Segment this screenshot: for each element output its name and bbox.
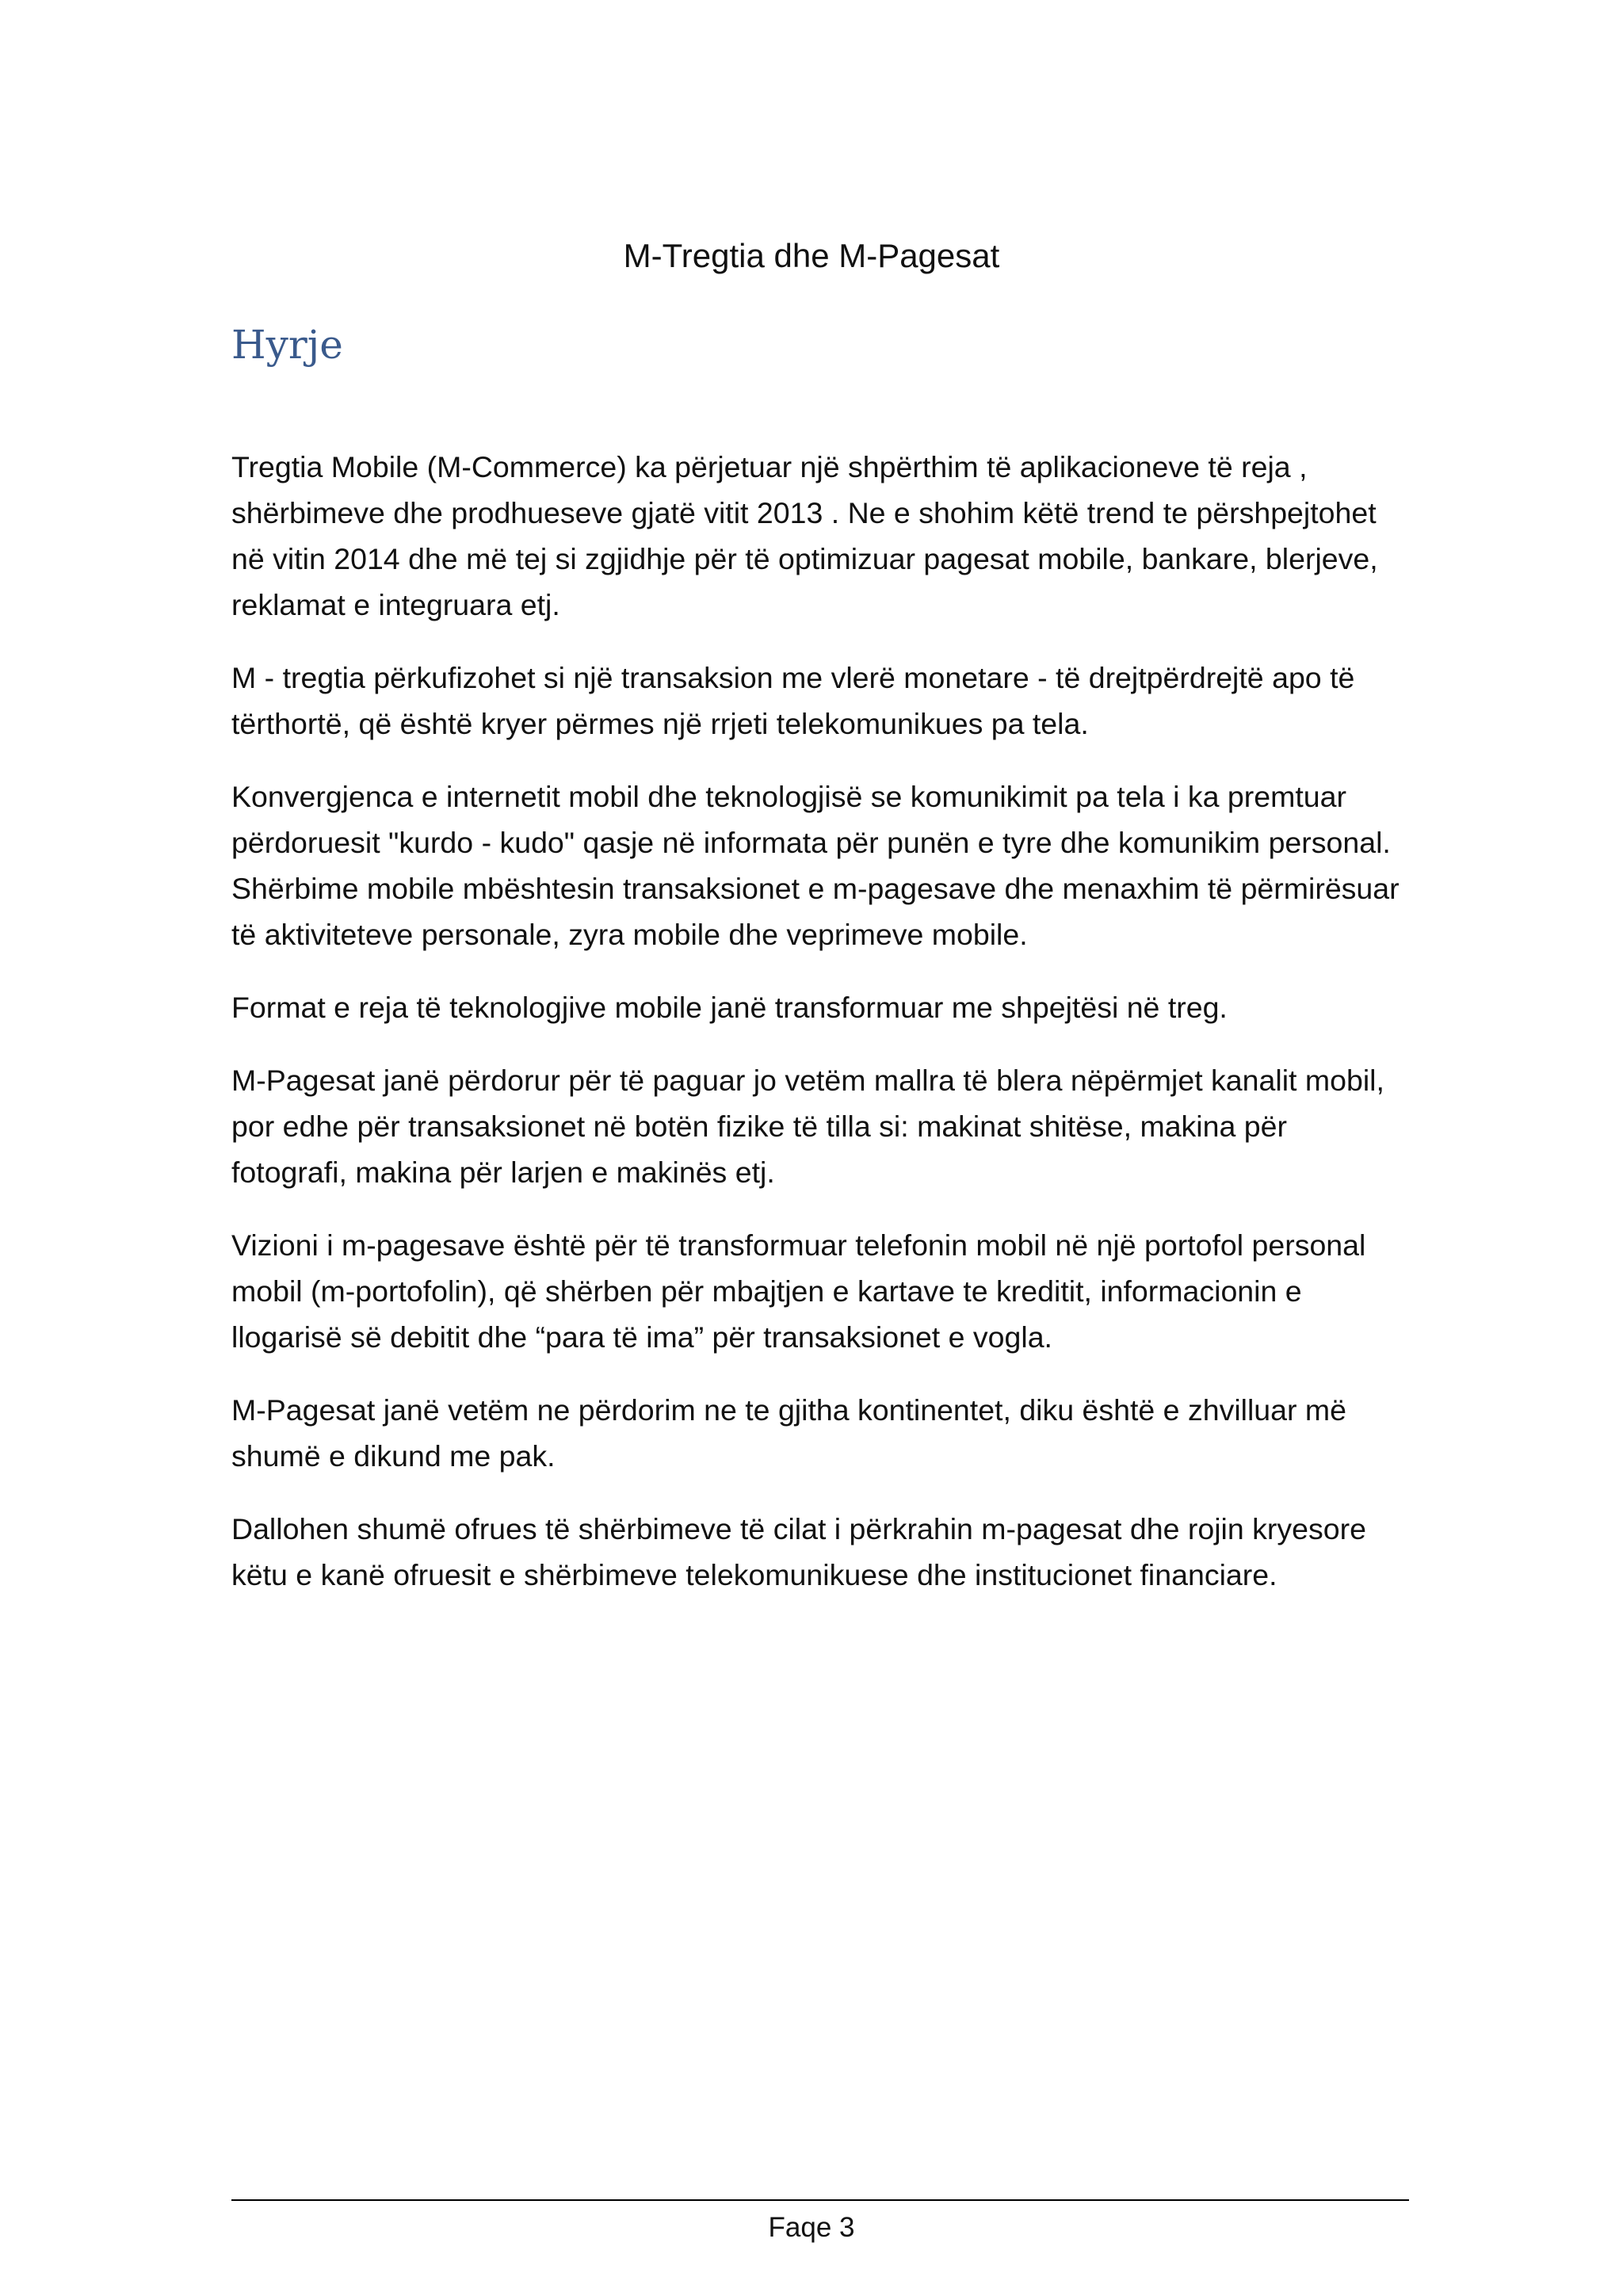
page-number: Faqe 3 [768,2212,855,2243]
paragraph: Format e reja të teknologjive mobile janë transformuar me shpejtësi në treg. [231,991,1228,1024]
footer-divider [231,2199,1409,2201]
paragraph: Dallohen shumë ofrues të shërbimeve të cilat i përkrahin m-pagesat dhe rojin kryesore këtu e kanë ofruesit e shërbimeve telekomunikuese dhe institucionet financiare. [231,1512,1366,1591]
paragraph: M-Pagesat janë vetëm ne përdorim ne te gjitha kontinentet, diku është e zhvilluar më shumë e dikund me pak. [231,1393,1347,1473]
paragraph: Vizioni i m-pagesave është për të transformuar telefonin mobil në një portofol personal mobil (m-portofolin), që shërben për mbajtjen e kartave te kreditit, informacionin e llogarisë së debitit dhe “para të ima” për transaksionet e vogla. [231,1228,1366,1354]
paragraph: Konvergjenca e internetit mobil dhe teknologjisë se komunikimit pa tela i ka premtuar përdoruesit "kurdo - kudo" qasje në informata për punën e tyre dhe komunikim personal. Shërbime mobile mbështesin transaksionet e m-pagesave dhe menaxhim të përmirësuar të aktiviteteve personale, zyra mobile dhe veprimeve mobile. [231,780,1400,951]
paragraph: M-Pagesat janë përdorur për të paguar jo vetëm mallra të blera nëpërmjet kanalit mobil, por edhe për transaksionet në botën fizike të tilla si: makinat shitëse, makina për fotografi, makina për larjen e makinës etj. [231,1064,1384,1189]
paragraph: Tregtia Mobile (M-Commerce) ka përjetuar një shpërthim të aplikacioneve të reja , shërbimeve dhe prodhueseve gjatë vitit 2013 . Ne e shohim këtë trend te përshpejtohet në vitin 2014 dhe më tej si zgjidhje për të optimizuar pagesat mobile, bankare, blerjeve, reklamat e integruara etj. [231,450,1378,621]
paragraph: M - tregtia përkufizohet si një transaksion me vlerë monetare - të drejtpërdrejtë apo të tërthortë, që është kryer përmes një rrjeti telekomunikues pa tela. [231,661,1355,740]
body-text [231,444,1401,1625]
document-title: M-Tregtia dhe M-Pagesat [623,237,1000,274]
section-heading: Hyrje [231,322,343,368]
